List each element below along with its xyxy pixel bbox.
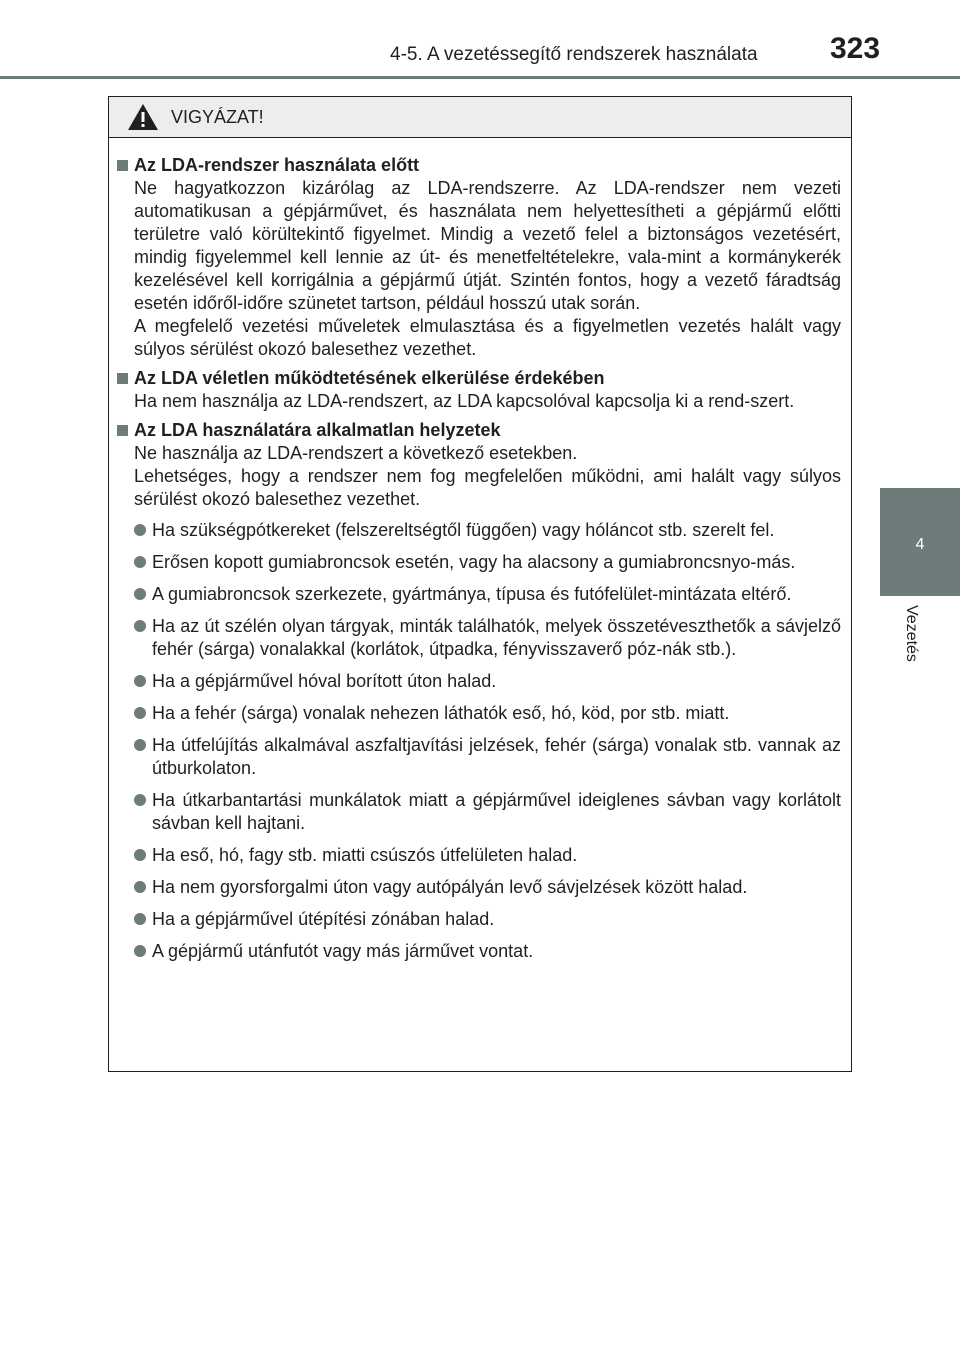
section-text [134,442,841,511]
circle-bullet-icon [134,794,146,806]
chapter-label: Vezetés [903,605,920,662]
condition-list [117,519,841,963]
list-item-text: Ha a fehér (sárga) vonalak nehezen láthatók eső, hó, köd, por stb. miatt. [152,703,730,723]
page-header [0,0,960,80]
section-text [134,177,841,361]
circle-bullet-icon [134,849,146,861]
section-heading-text: Az LDA-rendszer használata előtt [134,155,420,175]
paragraph: Ne használja az LDA-rendszert a következő esetekben. [134,443,578,463]
warning-title: VIGYÁZAT! [171,107,264,127]
section-heading [117,154,841,177]
paragraph: Lehetséges, hogy a rendszer nem fog megfelelően működni, ami halált vagy súlyos sérülést okozó balesethez vezethet. [134,466,841,509]
warning-section [117,367,841,413]
chapter-number: 4 [915,536,925,553]
chapter-label-container [890,605,950,685]
list-item-text: Erősen kopott gumiabroncsok esetén, vagy ha alacsony a gumiabroncsnyo-más. [152,552,796,572]
list-item-text: Ha a gépjárművel útépítési zónában halad. [152,909,495,929]
list-item-text: Ha nem gyorsforgalmi úton vagy autópályán levő sávjelzések között halad. [152,877,748,897]
circle-bullet-icon [134,620,146,632]
circle-bullet-icon [134,881,146,893]
warning-box [108,96,852,1072]
section-heading [117,367,841,390]
list-item [117,702,841,725]
paragraph: A megfelelő vezetési műveletek elmulasztása és a figyelmetlen vezetés halált vagy súlyos sérülést okozó balesethez vezethet. [134,316,841,359]
circle-bullet-icon [134,945,146,957]
warning-section [117,154,841,361]
warning-body [109,138,851,963]
list-item [117,844,841,867]
warning-section [117,419,841,963]
page-number: 323 [830,32,881,65]
list-item-text: Ha szükségpótkereket (felszereltségtől függően) vagy hóláncot stb. szerelt fel. [152,520,775,540]
list-item-text: Ha útfelújítás alkalmával aszfaltjavítási jelzések, fehér (sárga) vonalak stb. vannak az útburkolaton. [152,735,841,778]
list-item [117,583,841,606]
list-item [117,908,841,931]
square-bullet-icon [117,425,128,436]
list-item-text: Ha eső, hó, fagy stb. miatti csúszós útfelületen halad. [152,845,578,865]
list-item [117,519,841,542]
section-text [134,390,841,413]
square-bullet-icon [117,160,128,171]
list-item-text: Ha útkarbantartási munkálatok miatt a gépjárművel ideiglenes sávban vagy korlátolt sávban kell hajtani. [152,790,841,833]
circle-bullet-icon [134,675,146,687]
circle-bullet-icon [134,524,146,536]
circle-bullet-icon [134,913,146,925]
warning-triangle-icon [127,103,159,131]
section-title: 4-5. A vezetéssegítő rendszerek használata [390,44,758,65]
circle-bullet-icon [134,556,146,568]
list-item-text: A gépjármű utánfutót vagy más járművet vontat. [152,941,534,961]
section-heading [117,419,841,442]
paragraph: Ha nem használja az LDA-rendszert, az LDA kapcsolóval kapcsolja ki a rend-szert. [134,391,795,411]
list-item-text: A gumiabroncsok szerkezete, gyártmánya, típusa és futófelület-mintázata eltérő. [152,584,792,604]
section-heading-text: Az LDA véletlen működtetésének elkerülése érdekében [134,368,605,388]
square-bullet-icon [117,373,128,384]
paragraph: Ne hagyatkozzon kizárólag az LDA-rendszerre. Az LDA-rendszer nem vezeti automatikusan a gépjárművet, és használata nem helyettesítheti a gépjármű előtti területre való körültekintő figyelmet. Mindig a vezető felel a biztonságos vezetésért, mindig figyelemmel kell lennie az út- és menetfeltételekre, vala-mint a kormánykerék kezelésével kell korrigálnia a gépjármű útját. Szintén fontos, hogy a vezető fáradtság esetén időről-időre szünetet tartson, például hosszú utak során. [134,178,841,313]
circle-bullet-icon [134,707,146,719]
list-item [117,615,841,661]
circle-bullet-icon [134,739,146,751]
list-item-text: Ha a gépjárművel hóval borított úton halad. [152,671,497,691]
circle-bullet-icon [134,588,146,600]
chapter-tab [880,488,960,596]
list-item [117,940,841,963]
list-item-text: Ha az út szélén olyan tárgyak, minták találhatók, melyek összetéveszthetők a sávjelző fehér (sárga) vonalakkal (korlátok, útpadka, fényvisszaverő póz-nák stb.). [152,616,841,659]
list-item [117,789,841,835]
section-heading-text: Az LDA használatára alkalmatlan helyzetek [134,420,501,440]
list-item [117,551,841,574]
list-item [117,734,841,780]
warning-header [109,97,851,138]
list-item [117,876,841,899]
header-divider [0,76,960,79]
list-item [117,670,841,693]
